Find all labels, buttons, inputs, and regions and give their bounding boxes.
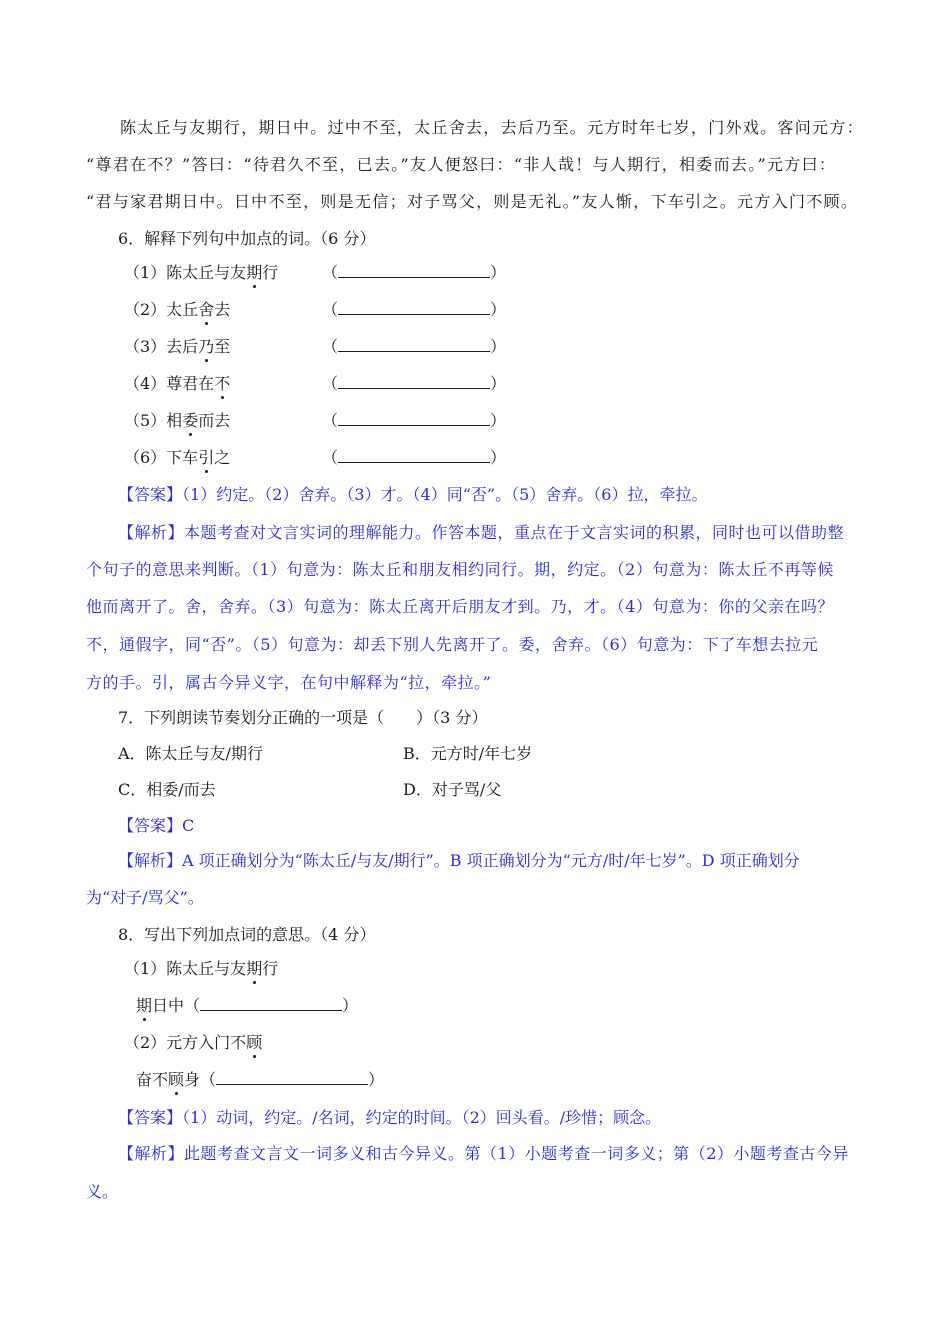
answer-text: （1）动词，约定。/名词，约定的时间。（2）回头看。/珍惜；顾念。 bbox=[182, 1108, 662, 1127]
dotted-char: 委 bbox=[182, 411, 199, 430]
dotted-char: 乃 bbox=[198, 337, 215, 356]
q7-analysis-line-1: 【解析】A 项正确划分为“陈太丘/与友/期行”。B 项正确划分为“元方/时/年七岁”。D 项正确划分 bbox=[118, 851, 800, 870]
q6-item-4: （4）尊君在不 bbox=[124, 374, 231, 393]
q6-blank-3[interactable]: （ ） bbox=[322, 337, 507, 356]
q7-option-c[interactable]: C．相委/而去 bbox=[118, 780, 216, 799]
q8-item-1: （1）陈太丘与友期行 bbox=[124, 959, 279, 978]
passage-line-1: 陈太丘与友期行，期日中。过中不至，太丘舍去，去后乃至。元方时年七岁，门外戏。客问元方： bbox=[120, 118, 864, 137]
q7-stem: 7．下列朗读节奏划分正确的一项是（ ）（3 分） bbox=[118, 708, 488, 727]
analysis-label: 【解析】 bbox=[118, 851, 183, 870]
q6-blank-1[interactable]: （ ） bbox=[322, 263, 507, 282]
dotted-char: 不 bbox=[214, 374, 231, 393]
q7-option-d[interactable]: D．对子骂/父 bbox=[403, 780, 502, 799]
q6-item-1: （1）陈太丘与友期行 bbox=[124, 263, 279, 282]
q8-stem: 8．写出下列加点词的意思。（4 分） bbox=[118, 925, 376, 944]
passage-line-3: “君与家君期日中。日中不至，则是无信；对子骂父，则是无礼。”友人惭，下车引之。元方入门不顾。 bbox=[86, 192, 859, 211]
dotted-char: 期 bbox=[246, 959, 263, 978]
q6-stem: 6．解释下列句中加点的词。（6 分） bbox=[118, 229, 376, 248]
q6-analysis-line-4: 不，通假字，同“否”。（5）句意为：却丢下别人先离开了。委，舍弃。（6）句意为：下了车想去拉元 bbox=[86, 635, 819, 654]
q8-answer bbox=[118, 1108, 661, 1128]
q6-analysis-line-2: 个句子的意思来判断。（1）句意为：陈太丘和朋友相约同行。期，约定。（2）句意为：陈太丘不再等候 bbox=[86, 560, 834, 579]
analysis-label: 【解析】 bbox=[118, 1144, 185, 1163]
q8-analysis-line-1: 【解析】此题考查文言文一词多义和古今异义。第（1）小题考查一词多义；第（2）小题考查古今异 bbox=[118, 1144, 849, 1163]
dotted-char: 顾 bbox=[168, 1070, 185, 1089]
dotted-char: 顾 bbox=[246, 1033, 263, 1052]
q6-analysis-line-5: 方的手。引，属古今异义字，在句中解释为“拉，牵拉。” bbox=[86, 673, 492, 692]
q6-item-3: （3）去后乃至 bbox=[124, 337, 231, 356]
q6-item-2: （2）太丘舍去 bbox=[124, 300, 231, 319]
q6-item-6: （6）下车引之 bbox=[124, 448, 231, 467]
answer-label: 【答案】 bbox=[118, 485, 183, 504]
dotted-char: 期 bbox=[136, 996, 153, 1015]
analysis-label: 【解析】 bbox=[118, 523, 185, 542]
q6-blank-5[interactable]: （ ） bbox=[322, 411, 507, 430]
q8-item-2: （2）元方入门不顾 bbox=[124, 1033, 263, 1052]
q7-option-b[interactable]: B．元方时/年七岁 bbox=[403, 744, 533, 763]
passage-line-2: “尊君在不？”答曰：“待君久不至，已去。”友人便怒曰：“非人哉！与人期行，相委而去。”元方曰： bbox=[86, 155, 837, 174]
q8-item-1-blank[interactable]: 期日中（ ） bbox=[136, 996, 359, 1015]
q8-analysis-line-2: 义。 bbox=[86, 1182, 119, 1201]
q6-analysis-line-3: 他而离开了。舍，舍弃。（3）句意为：陈太丘离开后朋友才到。乃，才。（4）句意为：你的父亲在吗？ bbox=[86, 597, 834, 616]
answer-text: C bbox=[182, 816, 195, 835]
answer-text: （1）约定。（2）舍弃。（3）才。（4）同“否”。（5）舍弃。（6）拉，牵拉。 bbox=[182, 485, 708, 504]
q8-item-2-blank[interactable]: 奋不顾身（ ） bbox=[136, 1070, 385, 1089]
q6-blank-6[interactable]: （ ） bbox=[322, 448, 507, 467]
answer-label: 【答案】 bbox=[118, 816, 183, 835]
q6-item-5: （5）相委而去 bbox=[124, 411, 231, 430]
q7-analysis-line-2: 为“对子/骂父”。 bbox=[86, 888, 204, 907]
q6-answer bbox=[118, 485, 707, 505]
q6-analysis-line-1: 【解析】本题考查对文言实词的理解能力。作答本题，重点在于文言实词的积累，同时也可以借助整 bbox=[118, 523, 845, 542]
answer-label: 【答案】 bbox=[118, 1108, 183, 1127]
dotted-char: 舍 bbox=[198, 300, 215, 319]
q6-blank-2[interactable]: （ ） bbox=[322, 300, 507, 319]
dotted-char: 期 bbox=[246, 263, 263, 282]
q7-option-a[interactable]: A．陈太丘与友/期行 bbox=[118, 744, 263, 763]
q6-blank-4[interactable]: （ ） bbox=[322, 374, 507, 393]
dotted-char: 引 bbox=[198, 448, 215, 467]
q7-answer bbox=[118, 816, 194, 836]
